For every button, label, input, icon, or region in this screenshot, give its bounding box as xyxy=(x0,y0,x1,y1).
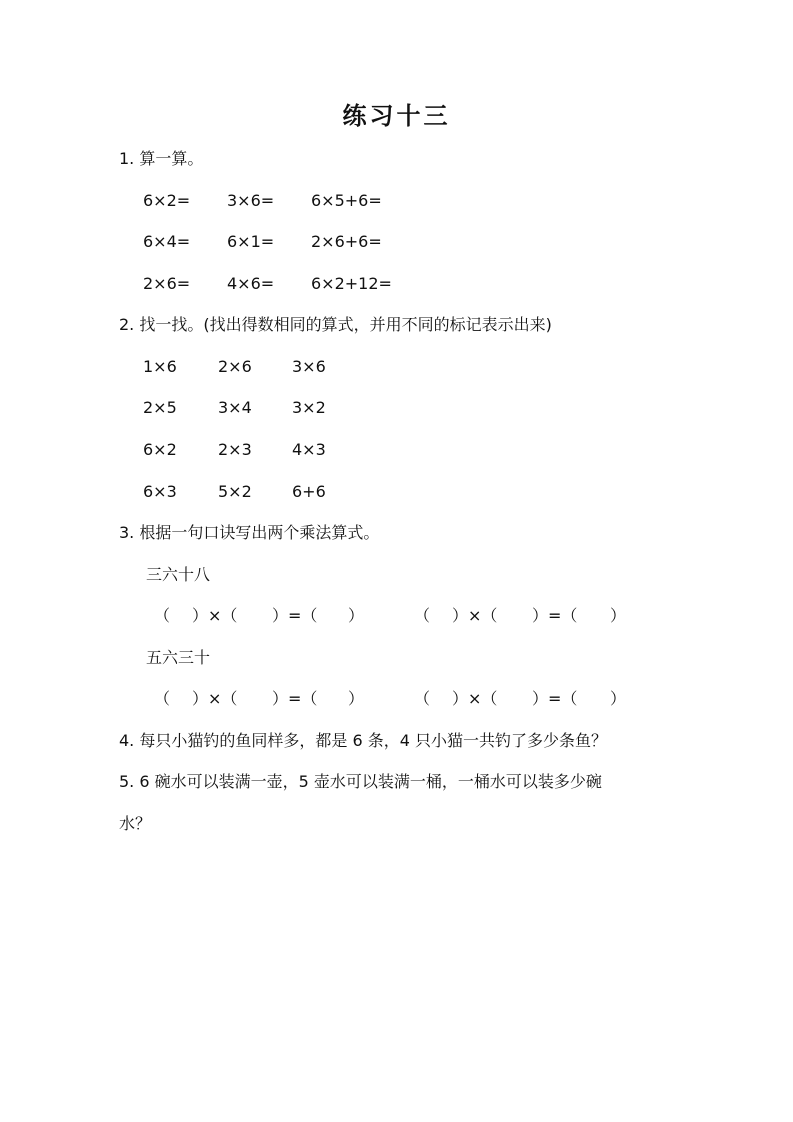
q1-expression: 6×1= xyxy=(227,232,275,251)
q1-expression: 3×6= xyxy=(227,191,275,210)
blank-bracket: （ xyxy=(154,689,171,708)
q2-expression: 1×6 xyxy=(143,357,177,376)
blank-bracket: ） xyxy=(610,689,627,708)
q2-expression: 2×6 xyxy=(218,357,252,376)
question-5-text-line-1: 5. 6 碗水可以装满一壶，5 壶水可以装满一桶，一桶水可以装多少碗 xyxy=(119,772,602,791)
q1-expression: 4×6= xyxy=(227,274,275,293)
question-1-heading: 1. 算一算。 xyxy=(119,149,204,168)
blank-bracket: ）=（ xyxy=(532,606,578,625)
blank-bracket: ）×（ xyxy=(452,606,498,625)
q1-expression: 6×5+6= xyxy=(311,191,382,210)
q1-expression: 2×6+6= xyxy=(311,232,382,251)
question-5-text-line-2: 水？ xyxy=(119,814,152,833)
question-3-heading: 3. 根据一句口诀写出两个乘法算式。 xyxy=(119,523,380,542)
blank-bracket: ）=（ xyxy=(272,606,318,625)
q2-expression: 5×2 xyxy=(218,482,252,501)
blank-bracket: （ xyxy=(154,606,171,625)
blank-bracket: ） xyxy=(348,689,365,708)
blank-bracket: ）×（ xyxy=(192,606,238,625)
blank-bracket: （ xyxy=(414,689,431,708)
q2-expression: 4×3 xyxy=(292,440,326,459)
q2-expression: 6×2 xyxy=(143,440,177,459)
q1-expression: 6×2+12= xyxy=(311,274,392,293)
q2-expression: 2×5 xyxy=(143,398,177,417)
q1-expression: 6×2= xyxy=(143,191,191,210)
blank-bracket: ）×（ xyxy=(192,689,238,708)
q2-expression: 6+6 xyxy=(292,482,326,501)
blank-bracket: （ xyxy=(414,606,431,625)
page-title: 练习十三 xyxy=(342,101,451,130)
rhyme-label: 五六三十 xyxy=(146,648,211,667)
q1-expression: 6×4= xyxy=(143,232,191,251)
q2-expression: 6×3 xyxy=(143,482,177,501)
q2-expression: 3×6 xyxy=(292,357,326,376)
question-4-text: 4. 每只小猫钓的鱼同样多，都是 6 条，4 只小猫一共钓了多少条鱼？ xyxy=(119,731,607,750)
rhyme-label: 三六十八 xyxy=(146,565,211,584)
blank-bracket: ）=（ xyxy=(532,689,578,708)
q2-expression: 3×2 xyxy=(292,398,326,417)
blank-bracket: ） xyxy=(348,606,365,625)
question-2-heading: 2. 找一找。(找出得数相同的算式，并用不同的标记表示出来) xyxy=(119,315,552,334)
q1-expression: 2×6= xyxy=(143,274,191,293)
q2-expression: 2×3 xyxy=(218,440,252,459)
blank-bracket: ） xyxy=(610,606,627,625)
q2-expression: 3×4 xyxy=(218,398,252,417)
blank-bracket: ）×（ xyxy=(452,689,498,708)
blank-bracket: ）=（ xyxy=(272,689,318,708)
